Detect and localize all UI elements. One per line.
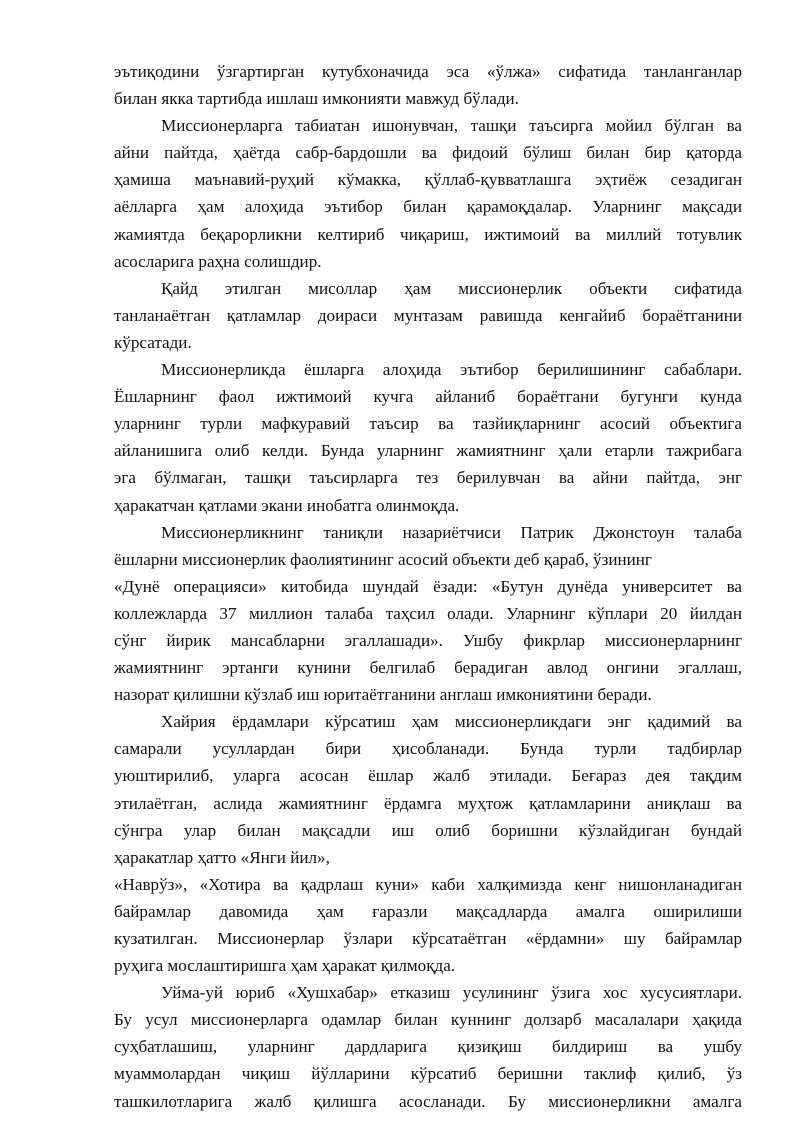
text-line: руҳига мослаштиришга ҳам ҳаракат қилмоқда. <box>114 956 456 976</box>
text-line: назорат қилишни кўзлаб иш юритаётганини англаш имкониятини беради. <box>114 685 652 705</box>
text-line: суҳбатлашиш, уларнинг дардларига қизиқиш билдириш ва ушбу <box>114 1037 742 1057</box>
text-line: этилаётган, аслида жамиятнинг ёрдамга муҳтож қатламларини аниқлаш ва <box>114 793 742 813</box>
text-line: сўнг йирик мансабларни эгаллашади». Ушбу фикрлар миссионерларнинг <box>114 630 742 650</box>
text-line: Қайд этилган мисоллар ҳам миссионерлик объекти сифатида <box>161 278 742 298</box>
text-line: эътиқодини ўзгартирган кутубхоначида эса «ўлжа» сифатида танланганлар <box>114 62 742 81</box>
text-line: ҳамиша маънавий-руҳий кўмакка, қўллаб-қувватлашга эҳтиёж сезадиган <box>114 170 742 190</box>
text-line: Уйма-уй юриб «Хушхабар» етказиш усулининг ўзига хос хусусиятлари. <box>161 983 742 1003</box>
text-line: айни пайтда, ҳаётда сабр-бардошли ва фидоий бўлиш билан бир қаторда <box>114 143 742 163</box>
text-line: билан якка тартибда ишлаш имконияти мавжуд бўлади. <box>114 89 519 109</box>
text-line: асосларига раҳна солишдир. <box>114 251 322 271</box>
text-line: байрамлар давомида ҳам ғаразли мақсадларда амалга оширилиши <box>114 901 742 921</box>
text-line: уюштирилиб, уларга асосан ёшлар жалб этилади. Беғараз дея тақдим <box>114 766 742 786</box>
text-line: аёлларга ҳам алоҳида эътибор билан қарамоқдалар. Уларнинг мақсади <box>114 197 742 217</box>
text-line: ҳаракатчан қатлами экани инобатга олинмоқда. <box>114 495 460 515</box>
text-line: эга бўлмаган, ташқи таъсирларга тез берилувчан ва айни пайтда, энг <box>114 468 742 488</box>
text-line: ёшларни миссионерлик фаолиятининг асосий объекти деб қараб, ўзининг <box>114 549 652 569</box>
text-line: танланаётган қатламлар доираси мунтазам равишда кенгайиб бораётганини <box>114 305 742 325</box>
text-line: Миссионерликда ёшларга алоҳида эътибор берилишининг сабаблари. <box>161 360 742 380</box>
text-line: кўрсатади. <box>114 332 192 352</box>
text-line: Миссионерликнинг таниқли назариётчиси Патрик Джонстоун талаба <box>161 522 742 542</box>
text-line: жамиятда беқарорликни келтириб чиқариш, ижтимоий ва миллий тотувлик <box>114 224 742 244</box>
text-line: коллежларда 37 миллион талаба таҳсил олади. Уларнинг кўплари 20 йилдан <box>114 603 742 623</box>
document-page <box>114 58 742 1115</box>
text-line: Ёшларнинг фаол ижтимоий кучга айланиб бораётгани бугунги кунда <box>114 387 742 407</box>
text-line: «Дунё операцияси» китобида шундай ёзади: «Бутун дунёда университет ва <box>114 576 742 596</box>
text-line: сўнгра улар билан мақсадли иш олиб боришни кўзлайдиган бундай <box>114 820 742 840</box>
text-line: самарали усуллардан бири ҳисобланади. Бунда турли тадбирлар <box>114 739 742 759</box>
text-line: ҳаракатлар ҳатто «Янги йил», <box>114 847 330 867</box>
text-line: кузатилган. Миссионерлар ўзлари кўрсатаётган «ёрдамни» шу байрамлар <box>114 929 742 948</box>
text-line: «Наврўз», «Хотира ва қадрлаш куни» каби халқимизда кенг нишонланадиган <box>114 874 742 894</box>
text-line: жамиятнинг эртанги кунини белгилаб берадиган авлод онгини эгаллаш, <box>114 658 742 678</box>
text-line: ташкилотларига жалб қилишга асосланади. Бу миссионерликни амалга <box>114 1091 742 1111</box>
text-line: уларнинг турли мафкуравий таъсир ва тазйиқларнинг асосий объектига <box>114 414 742 434</box>
text-line: Миссионерларга табиатан ишонувчан, ташқи таъсирга мойил бўлган ва <box>161 116 742 136</box>
text-line: айланишига олиб келди. Бунда уларнинг жамиятнинг ҳали етарли тажрибага <box>114 441 742 461</box>
text-line: Бу усул миссионерларга одамлар билан куннинг долзарб масалалари ҳақида <box>114 1010 742 1030</box>
text-line: муаммолардан чиқиш йўлларини кўрсатиб беришни таклиф қилиб, ўз <box>114 1064 742 1084</box>
text-line: Хайрия ёрдамлари кўрсатиш ҳам миссионерликдаги энг қадимий ва <box>161 712 742 732</box>
